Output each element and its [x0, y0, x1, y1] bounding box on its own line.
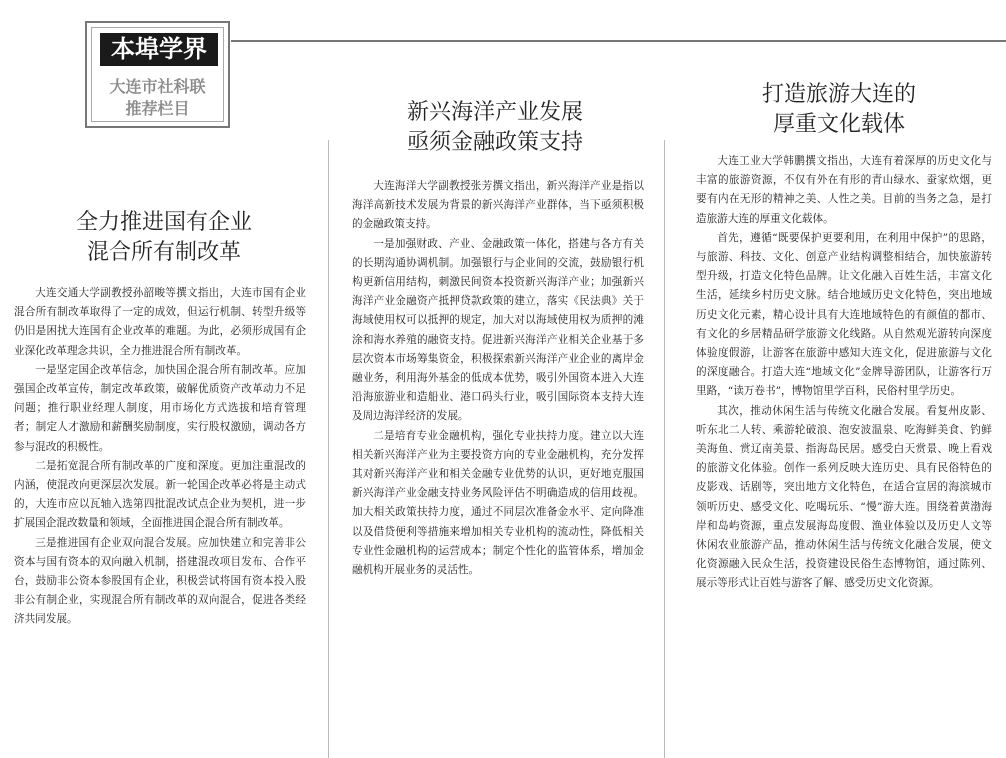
masthead-subtitle-line2: 推荐栏目 — [125, 99, 190, 118]
article-paragraph: 一是坚定国企改革信念，加快国企混合所有制改革。应加强国企改革宣传，制定改革政策，破解优质资产改革动力不足问题；推行职业经理人制度，用市场化方式选拔和培育管理者；制定人才激励和薪酬奖励制度，实行股权激励，调动各方参与混改的积极性。 — [14, 363, 306, 453]
masthead-title: 本埠学界 — [100, 33, 218, 66]
article-paragraph: 二是拓宽混合所有制改革的广度和深度。更加注重混改的内涵，使混改向更深层次发展。新一轮国企改革必将是主动式的，大连市应以瓦轴入选第四批混改试点企业为契机，进一步扩展国企混改数量和领域，全面推进国企混合所有制改革。 — [14, 459, 306, 530]
headline-line: 新兴海洋产业发展 — [406, 100, 583, 125]
article-paragraph: 其次，推动休闲生活与传统文化融合发展。看复州皮影、听东北二人转、乘游轮破浪、泡安波温泉、吃海鲜美食、钓鲜美海鱼、赏辽南美景、指海岛民居。感受白天赏景、晚上看戏的旅游文化体验。创作一系列反映大连历史、具有民俗特色的皮影戏、话剧等，突出地方文化特色，在适合宣居的海滨城市领听历史、感受文化、吃喝玩乐、“慢”游大连。围绕着黄渤海岸和岛屿资源，重点发展海岛度假、渔业体验以及历史人文等休闲农业旅游产品，推动休闲生活与传统文化融合发展，使文化资源融入民众生活，投资建设民俗生态博物馆，通过陈列、展示等形式让百姓与游客了解、感受历史文化资源。 — [696, 404, 992, 590]
article-body-middle — [352, 177, 644, 580]
headline-line: 亟须金融政策支持 — [406, 130, 583, 155]
masthead-subtitle — [92, 76, 223, 120]
column-masthead — [85, 21, 230, 128]
article-paragraph: 首先，遵循“既要保护更要利用，在利用中保护”的思路，与旅游、科技、文化、创意产业结构调整相结合，加快旅游转型升级，打造文化特色品牌。让文化融入百姓生活，丰富文化生活，延续乡村历史文脉。结合地域历史文化特色，突出地域历史文化元素，精心设计具有大连地域特色的有颜值的都市、有文化的乡居精品研学旅游文化线路。从自然观光游转向深度体验度假游，让游客在旅游中感知大连文化，促进旅游与文化的深度融合。打造大连“地域文化”金牌导游团队，让游客行万里路，“读万卷书”，博物馆里学百科，民俗村里学历史。 — [696, 231, 992, 398]
article-body-right — [696, 152, 992, 594]
article-headline-middle — [340, 98, 650, 158]
column-divider — [328, 140, 329, 758]
article-paragraph: 大连海洋大学副教授张芳撰文指出，新兴海洋产业是指以海洋高新技术发展为背景的新兴海洋产业群体，当下亟须积极的金融政策支持。 — [352, 180, 644, 231]
article-paragraph: 大连交通大学副教授孙韶畯等撰文指出，大连市国有企业混合所有制改革取得了一定的成效，但运行机制、转型升级等仍旧是困扰大连国有企业改革的难题。为此，必须形成国有企业深化改革理念共识，全力推进混合所有制改革。 — [14, 287, 306, 357]
article-headline-left — [14, 208, 314, 268]
headline-line: 厚重文化载体 — [772, 112, 905, 137]
masthead-subtitle-line1: 大连市社科联 — [109, 77, 206, 96]
article-paragraph: 大连工业大学韩鹏撰文指出，大连有着深厚的历史文化与丰富的旅游资源，不仅有外在有形的青山绿水、蚕家炊烟，更要有内在无形的精神之美、人性之美。目前的当务之急，是打造旅游大连的厚重文化载体。 — [696, 155, 992, 225]
article-body-left — [14, 284, 306, 630]
headline-line: 混合所有制改革 — [86, 240, 241, 265]
article-headline-right — [684, 80, 994, 140]
article-paragraph: 一是加强财政、产业、金融政策一体化，搭建与各方有关的长期沟通协调机制。加强银行与企业间的交流，鼓励银行机构更新信用结构，刺激民间资本投资新兴海洋产业；加强新兴海洋产业金融资产抵押贷款政策的建立，落实《民法典》关于海域使用权可以抵押的规定，加大对以海域使用权为质押的滩涂和海水养殖的融资支持。促进新兴海洋产业相关企业基于多层次资本市场筹集资金，积极探索新兴海洋产业企业的离岸金融业务，利用海外基金的低成本优势，吸引外国资本进入大连沿海旅游业和造船业、港口码头行业，吸引国际资本支持大连及周边海洋经济的发展。 — [352, 237, 644, 423]
headline-line: 全力推进国有企业 — [75, 210, 252, 235]
column-divider — [664, 140, 665, 758]
masthead-inner-frame — [91, 27, 224, 122]
headline-line: 打造旅游大连的 — [761, 82, 916, 107]
header-rule — [231, 40, 1006, 42]
article-paragraph: 三是推进国有企业双向混合发展。应加快建立和完善非公资本与国有资本的双向融入机制，搭建混改项目发布、合作平台，鼓励非公资本参股国有企业，积极尝试将国有资本投入股非公有制企业，实现混合所有制改革的双向混合，促进各类经济共同发展。 — [14, 536, 306, 626]
article-paragraph: 二是培育专业金融机构，强化专业扶持力度。建立以大连相关新兴海洋产业为主要投资方向的专业金融机构，充分发挥其对新兴海洋产业和相关金融专业优势的认识，更好地克服国新兴海洋产业金融支持业务风险评估不明确造成的信用歧视。加大相关政策扶持力度，通过不同层次准备金水平、定向降准以及借贷便利等措施来增加相关专业机构的流动性，降低相关专业性金融机构的运营成本；制定个性化的监管体系，增加金融机构开展业务的灵活性。 — [352, 429, 644, 577]
